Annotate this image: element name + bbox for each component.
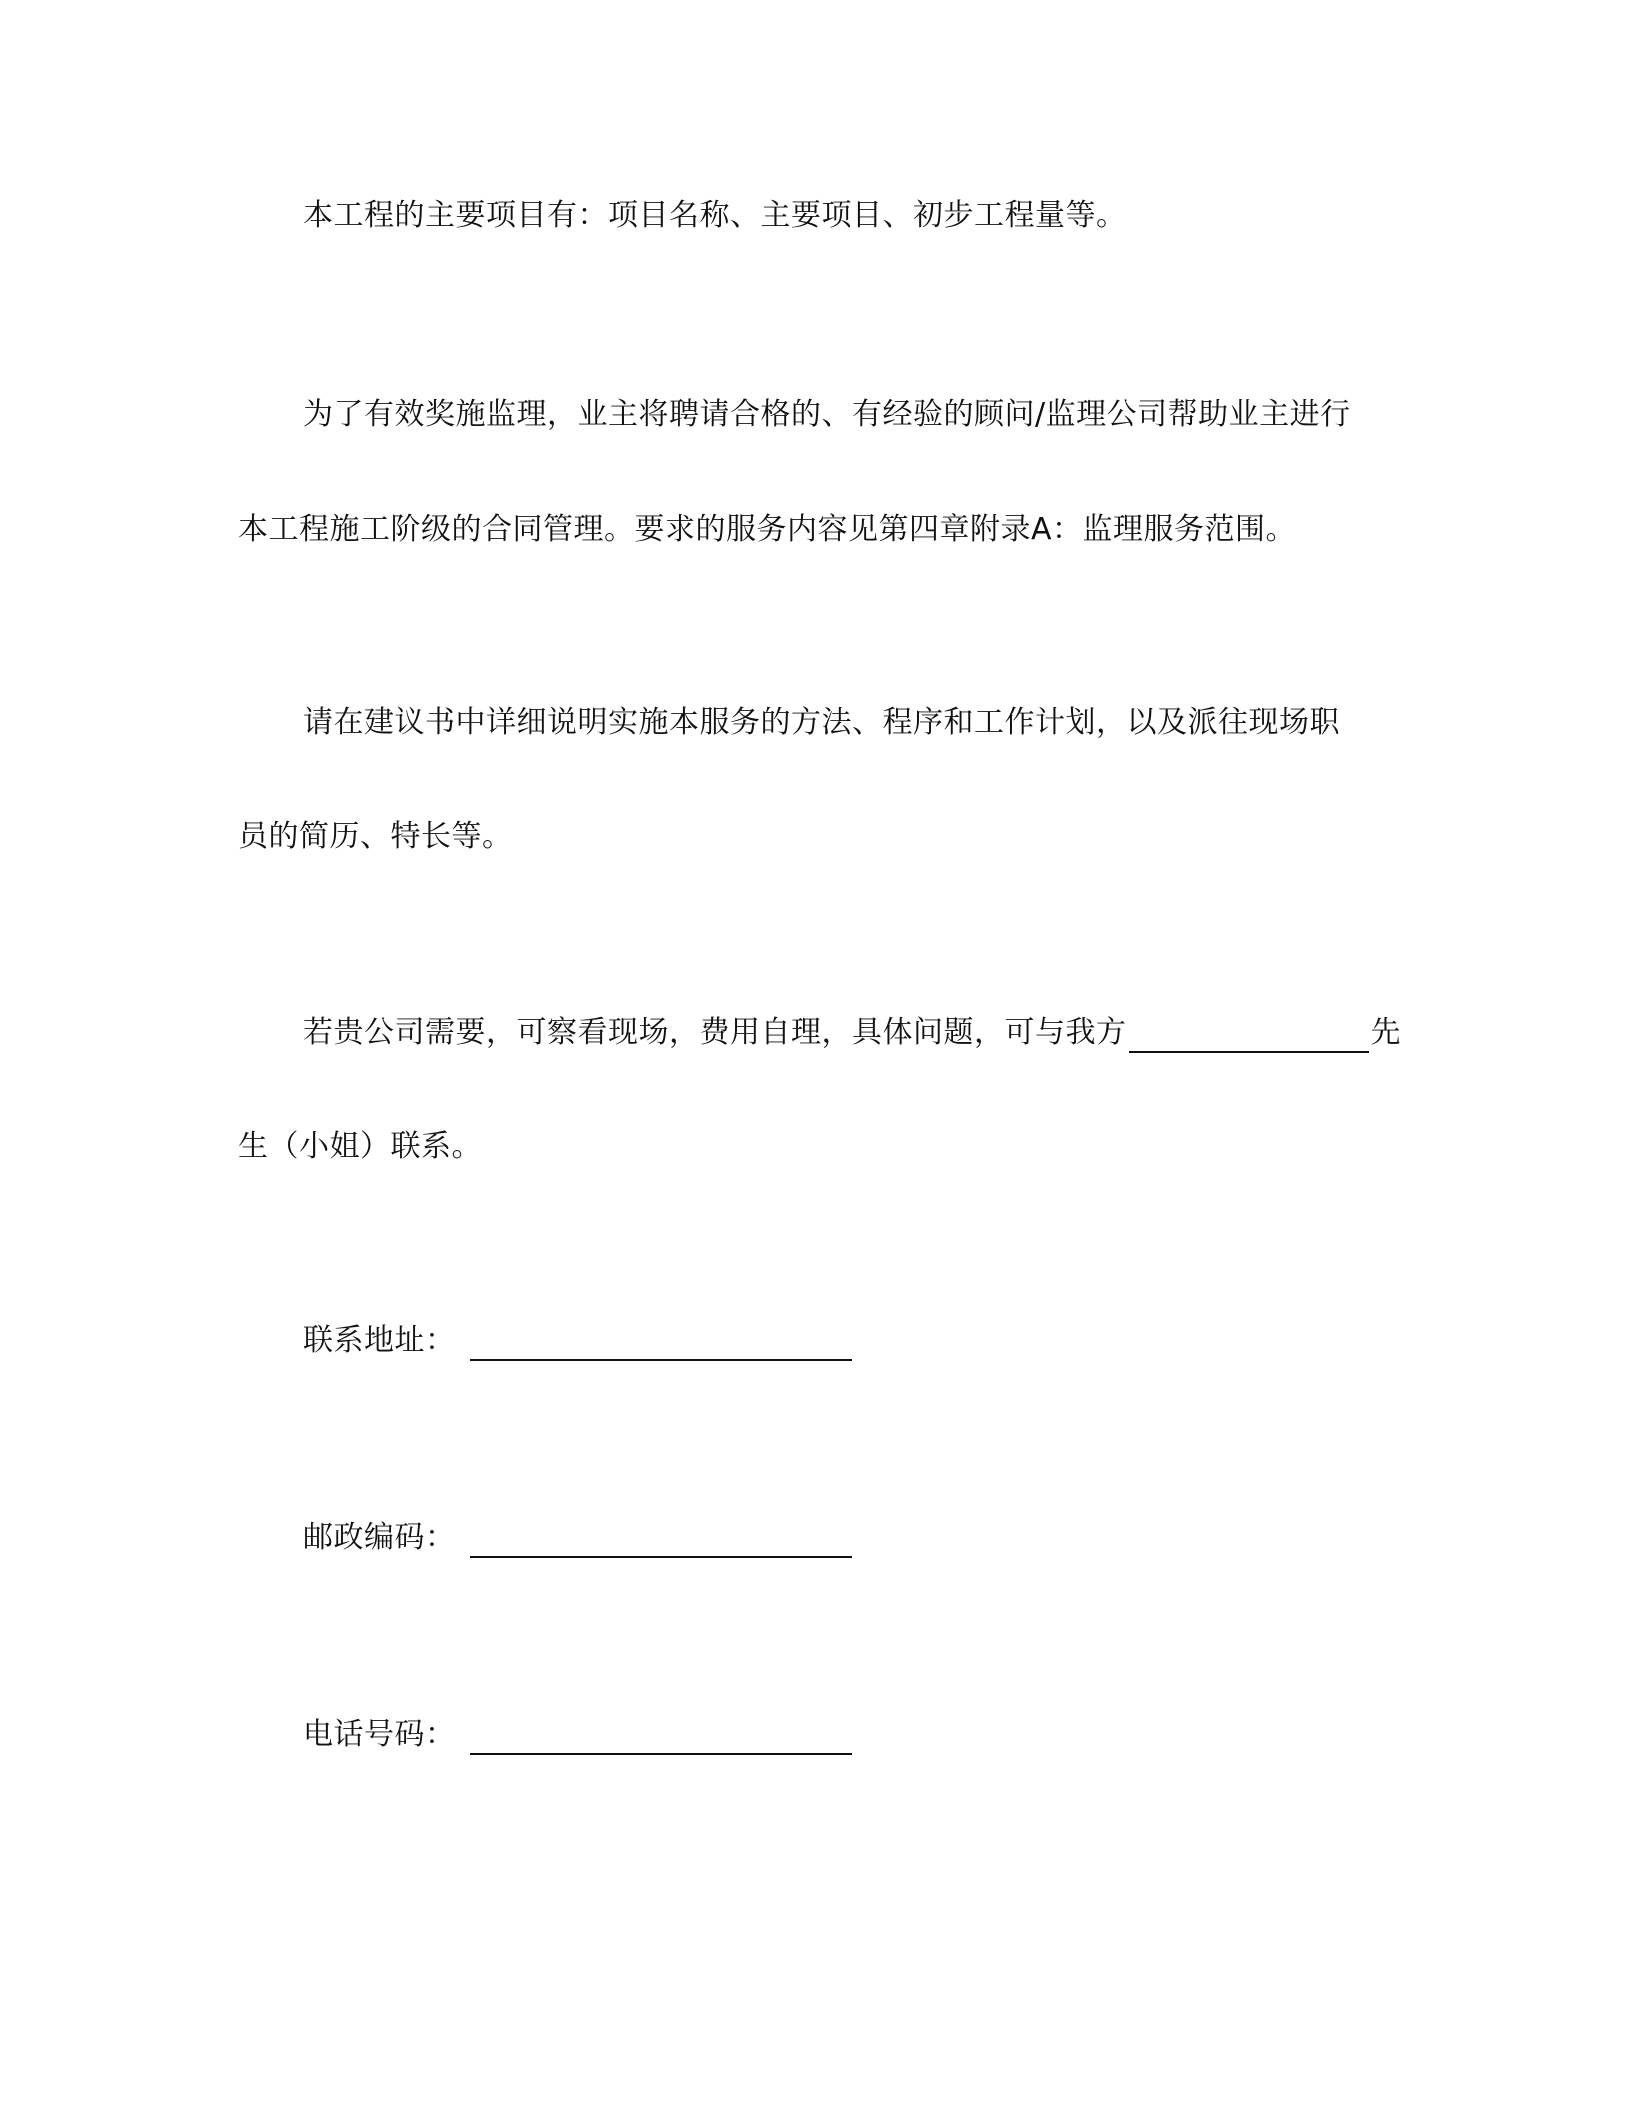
paragraph-main-items (303, 196, 1388, 236)
paragraph-text: 若贵公司需要，可察看现场，费用自理，具体问题，可与我方 (303, 1015, 1127, 1050)
paragraph-proposal-line-1 (303, 703, 1388, 743)
address-blank[interactable] (470, 1325, 852, 1361)
phone-blank[interactable] (470, 1719, 852, 1755)
paragraph-text: 本工程的主要项目有：项目名称、主要项目、初步工程量等。 (303, 198, 1127, 233)
paragraph-text: 请在建议书中详细说明实施本服务的方法、程序和工作计划，以及派往现场职 (303, 705, 1340, 740)
paragraph-text: 员的简历、特长等。 (238, 819, 513, 854)
paragraph-supervision-line-2 (238, 510, 1388, 550)
postcode-label: 邮政编码： (303, 1520, 456, 1555)
address-field-row (303, 1321, 1388, 1361)
paragraph-text: 生（小姐）联系。 (238, 1129, 482, 1164)
phone-field-row (303, 1715, 1388, 1755)
phone-label: 电话号码： (303, 1717, 456, 1752)
paragraph-text: 本工程施工阶级的合同管理。要求的服务内容见第四章附录A：监理服务范围。 (238, 512, 1297, 547)
paragraph-text: 为了有效奖施监理，业主将聘请合格的、有经验的顾问/监理公司帮助业主进行 (303, 397, 1351, 432)
paragraph-text: 先 (1370, 1015, 1401, 1050)
contact-person-blank[interactable] (1129, 1017, 1369, 1053)
address-label: 联系地址： (303, 1323, 456, 1358)
paragraph-contact-line-1 (303, 1013, 1401, 1053)
paragraph-supervision-line-1 (303, 395, 1388, 435)
postcode-field-row (303, 1518, 1388, 1558)
paragraph-proposal-line-2 (238, 817, 1388, 857)
paragraph-contact-line-2 (238, 1127, 1388, 1167)
postcode-blank[interactable] (470, 1522, 852, 1558)
